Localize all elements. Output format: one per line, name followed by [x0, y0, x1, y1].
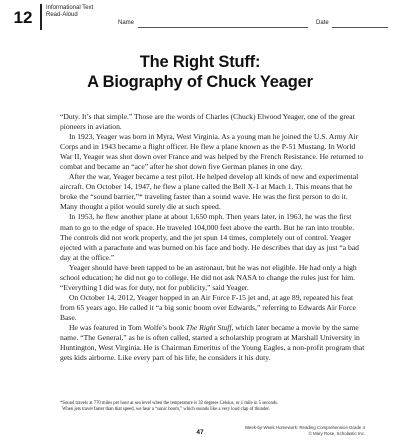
header-divider — [40, 4, 42, 30]
paragraph-7-start: He was featured in Tom Wolfe’s book — [69, 322, 186, 332]
paragraph-3: After the war, Yeager became a test pilot. He helped develop all kinds of new and experimental aircraft. On October 14, 1947, he flew a plane called the Bell X-1 at Mach 1. This means that he broke the “sound barrier,”* traveling faster than a sound wave. He was the first person to do it. Many thought a pilot would surely die at such speed. — [60, 172, 359, 212]
footnote — [60, 401, 365, 413]
title-line-2: A Biography of Chuck Yeager — [87, 73, 313, 91]
date-line[interactable] — [332, 27, 388, 28]
credit-line — [245, 425, 365, 436]
paragraph-7-end: , which later became a movie by the same name. “The General,” as he is often called, started a scholarship program at Marshall University in Huntington, West Virginia. He is Chairman Emeritus of the Young Eagles, a non-profit program that gets kids airborne. Like every part of his life, he considers it his duty. — [60, 322, 365, 363]
title-line-1: The Right Stuff: — [139, 53, 261, 71]
series-line-2: Read-Aloud — [46, 12, 78, 18]
name-line[interactable] — [138, 27, 308, 28]
footnote-line-2: When jets travel faster than that speed, we hear a “sonic boom,” which sounds like a very loud clap of thunder. — [62, 407, 270, 412]
page-number: 12 — [13, 8, 33, 27]
paragraph-5: Yeager should have been tapped to be an astronaut, but he was not eligible. He had only a high school education; he did not go to college. He did not ask NASA to change the rules just for him. “Everything I did was for duty, not for publicity,” said Yeager. — [60, 262, 357, 292]
paragraph-2: In 1923, Yeager was born in Myra, West Virginia. As a young man he joined the U.S. Army Air Corps and in 1943 became a flight officer. He flew a plane known as the P-51 Mustang. In World War II, Yeager was shot down over France and was helped by the French Resistance. He returned to combat and became an “ace” after he shot down five German planes in one day. — [60, 132, 364, 172]
article-title — [0, 52, 400, 92]
footnote-line-1: *Sound travels at 770 miles per hour at sea level when the temperature is 32 degrees Celsius, or 1 mile in 5 seconds. — [60, 401, 279, 406]
credit-line-2: © Mary Rose, Scholastic Inc. — [308, 430, 365, 436]
paragraph-4: In 1953, he flew another plane at about 1,650 mph. Then years later, in 1963, he was the first man to go to the edge of space. He traveled 104,000 feet above the earth. But he ran into trouble. The controls did not work properly, and the jet spun 14 times, completely out of control. Yeager ejected with a parachute and was burned on his face and body. He describes that day as just “a bad day at the office.” — [60, 212, 359, 262]
paragraph-7 — [60, 323, 365, 363]
series-label — [46, 5, 93, 19]
folio-page-number: 47 — [196, 429, 204, 436]
book-title: The Right Stuff — [185, 322, 232, 332]
date-label: Date — [316, 20, 329, 26]
page-header — [0, 0, 400, 32]
credit-line-1: Week-by-Week Homework: Reading Comprehension Grade 4 — [244, 425, 365, 430]
name-label: Name — [118, 20, 135, 26]
paragraph-1: “Duty. It’s that simple.” Those are the words of Charles (Chuck) Elwood Yeager, one of the great pioneers in aviation. — [60, 112, 355, 132]
article-body — [60, 112, 365, 363]
series-line-1: Informational Text — [46, 5, 94, 11]
paragraph-6: On October 14, 2012, Yeager hopped in an Air Force F-15 jet and, at age 89, repeated his feat from 65 years ago. He called it “a big sonic boom over Edwards,” referring to Edwards Air Force Base. — [60, 292, 356, 322]
